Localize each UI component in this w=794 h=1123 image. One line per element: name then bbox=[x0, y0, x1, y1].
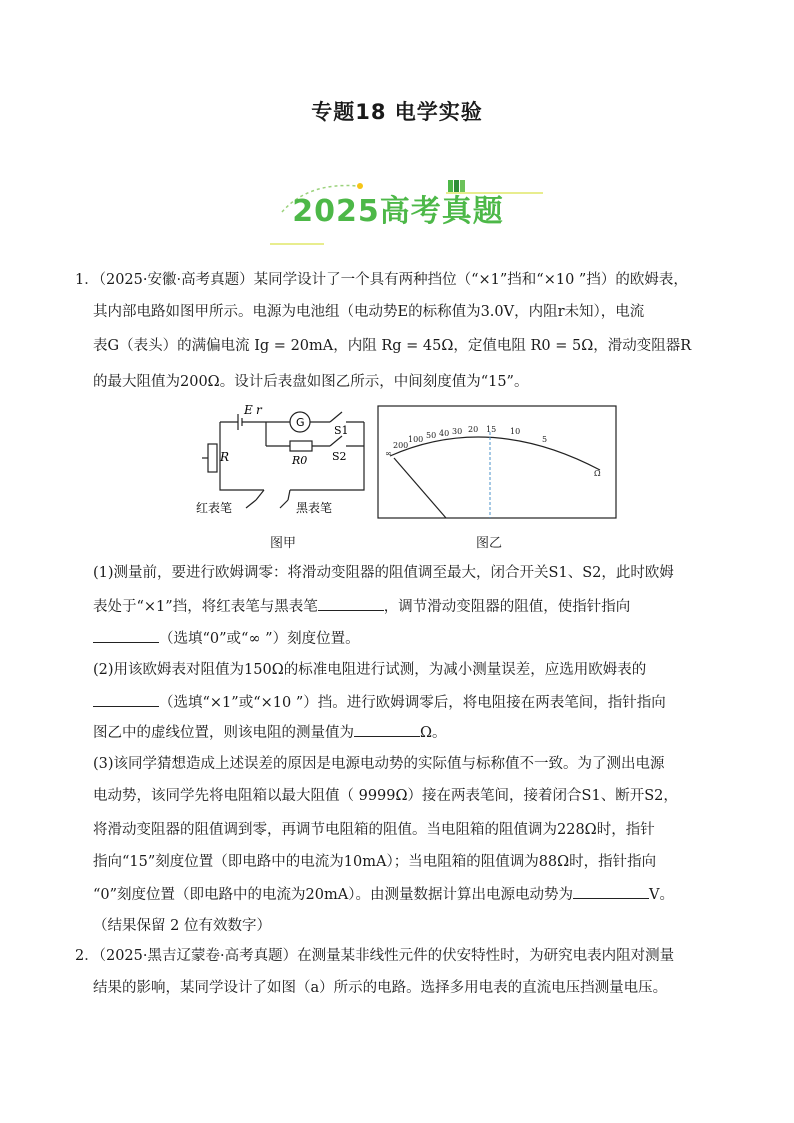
q1-part1-line-1: (1)测量前，要进行欧姆调零：将滑动变阻器的阻值调至最大，闭合开关S1、S2，此时欧姆 bbox=[93, 565, 674, 581]
svg-text:∞: ∞ bbox=[385, 449, 392, 458]
q1-part3-line-1: (3)该同学猜想造成上述误差的原因是电源电动势的实际值与标称值不一致。为了测出电源 bbox=[93, 756, 665, 772]
svg-text:30: 30 bbox=[452, 427, 463, 436]
answer-blank-2[interactable] bbox=[93, 628, 159, 643]
q1-figures bbox=[180, 404, 620, 550]
svg-text:40: 40 bbox=[439, 429, 450, 438]
section-banner bbox=[268, 176, 548, 248]
svg-text:10: 10 bbox=[510, 427, 521, 436]
q1-line-3: 表G（表头）的满偏电流 Ig = 20mA，内阻 Rg = 45Ω，定值电阻 R0 = 5Ω，滑动变阻器R bbox=[93, 338, 692, 354]
label-R: R bbox=[220, 450, 230, 464]
banner-title: 2025高考真题 bbox=[292, 194, 504, 229]
q2-line-2: 结果的影响，某同学设计了如图（a）所示的电路。选择多用电表的直流电压挡测量电压。 bbox=[93, 980, 668, 996]
q1-line-2: 其内部电路如图甲所示。电源为电池组（电动势E的标称值为3.0V，内阻r未知），电流 bbox=[93, 304, 645, 320]
ohmmeter-dial bbox=[378, 406, 616, 518]
fig-a-caption: 图甲 bbox=[270, 536, 297, 551]
fig-b-caption: 图乙 bbox=[476, 536, 503, 551]
q1-part3-line-2: 电动势，该同学先将电阻箱以最大阻值（ 9999Ω）接在两表笔间，接着闭合S1、断开S2， bbox=[93, 788, 678, 804]
label-G: G bbox=[296, 416, 305, 429]
svg-text:Ω: Ω bbox=[594, 469, 601, 478]
answer-blank-3[interactable] bbox=[93, 692, 159, 707]
label-black-pen: 黑表笔 bbox=[296, 501, 333, 515]
dial-tick-labels bbox=[385, 425, 601, 478]
svg-text:20: 20 bbox=[468, 425, 479, 434]
q1-part3-line-3: 将滑动变阻器的阻值调到零，再调节电阻箱的阻值。当电阻箱的阻值调为228Ω时，指针 bbox=[93, 822, 655, 838]
q1-line-4: 的最大阻值为200Ω。设计后表盘如图乙所示，中间刻度值为“15”。 bbox=[93, 374, 529, 390]
page-title: 专题18 电学实验 bbox=[311, 100, 483, 124]
label-R0: R0 bbox=[292, 454, 308, 467]
label-red-pen: 红表笔 bbox=[196, 501, 233, 515]
circuit-and-dial-figure bbox=[180, 404, 620, 550]
svg-text:200: 200 bbox=[393, 441, 409, 450]
svg-text:50: 50 bbox=[426, 431, 437, 440]
q1-part3-line-5: “0”刻度位置（即电路中的电流为20mA）。由测量数据计算出电源电动势为 V。 bbox=[93, 884, 674, 905]
q1-part1-line-2: 表处于“×1”挡，将红表笔与黑表笔 ，调节滑动变阻器的阻值，使指针指向 bbox=[93, 596, 630, 617]
q1-part3-line-4: 指向“15”刻度位置（即电路中的电流为10mA）；当电阻箱的阻值调为88Ω时，指针指向 bbox=[93, 854, 657, 870]
svg-text:15: 15 bbox=[486, 425, 497, 434]
q1-part2-line-3: 图乙中的虚线位置，则该电阻的测量值为 Ω。 bbox=[93, 722, 447, 743]
q1-part2-line-2: （选填“×1”或“×10 ”）挡。进行欧姆调零后，将电阻接在两表笔间，指针指向 bbox=[93, 692, 666, 713]
q2-line-1: 2．（2025·黑吉辽蒙卷·高考真题）在测量某非线性元件的伏安特性时，为研究电表内阻对测量 bbox=[75, 948, 675, 964]
q1-part1-line-3: （选填“0”或“∞ ”）刻度位置。 bbox=[93, 628, 360, 649]
answer-blank-1[interactable] bbox=[318, 596, 384, 611]
svg-text:5: 5 bbox=[542, 435, 548, 444]
answer-blank-4[interactable] bbox=[354, 722, 420, 737]
answer-blank-5[interactable] bbox=[573, 884, 649, 899]
label-E: E bbox=[244, 404, 253, 417]
q1-line-1: 1．（2025·安徽·高考真题）某同学设计了一个具有两种挡位（“×1”挡和“×10 ”挡）的欧姆表， bbox=[75, 272, 688, 288]
q1-part2-line-1: (2)用该欧姆表对阻值为150Ω的标准电阻进行试测，为减小测量误差，应选用欧姆表的 bbox=[93, 662, 647, 678]
label-S1: S1 bbox=[334, 424, 349, 437]
label-r: r bbox=[256, 404, 262, 417]
probe-pens bbox=[246, 490, 290, 508]
svg-text:100: 100 bbox=[408, 435, 424, 444]
label-S2: S2 bbox=[332, 450, 347, 463]
q1-part3-line-6: （结果保留 2 位有效数字） bbox=[93, 918, 271, 934]
